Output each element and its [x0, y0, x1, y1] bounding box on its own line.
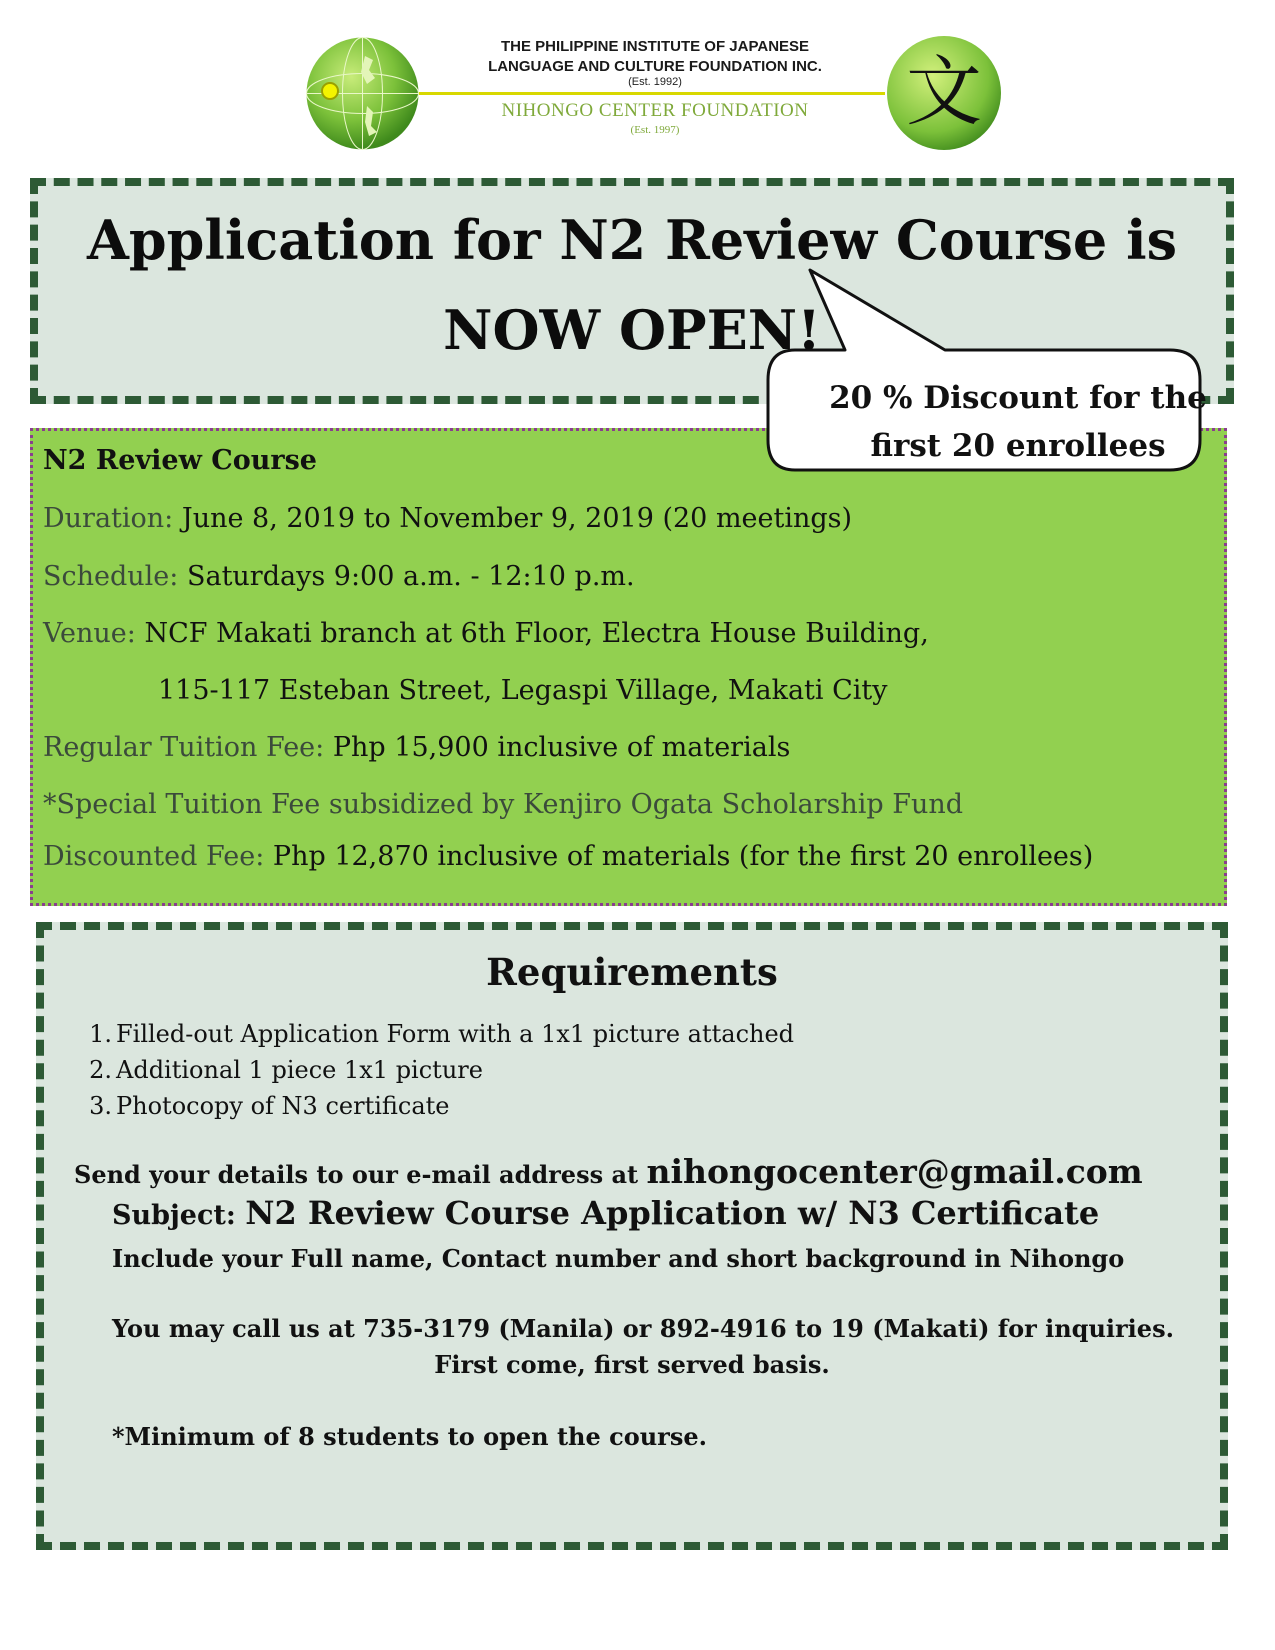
title-line-2: NOW OPEN!: [443, 298, 821, 362]
schedule-value: Saturdays 9:00 a.m. - 12:10 p.m.: [186, 561, 635, 592]
send-prefix: Send your details to our e-mail address at: [74, 1160, 639, 1189]
regular-fee-value: Php 15,900 inclusive of materials: [332, 732, 791, 763]
requirement-text: Filled-out Application Form with a 1x1 picture attached: [116, 1020, 795, 1048]
duration-value: June 8, 2019 to November 9, 2019 (20 meetings): [181, 503, 853, 534]
requirement-number: 2.: [89, 1056, 112, 1084]
requirement-item: [84, 1088, 794, 1124]
requirement-item: [84, 1052, 794, 1088]
venue-row: [43, 618, 929, 649]
duration-row: [43, 503, 852, 534]
discounted-fee-row: [43, 841, 1093, 872]
org-name-line-2: LANGUAGE AND CULTURE FOUNDATION INC.: [488, 58, 822, 75]
requirements-list: [84, 1016, 794, 1124]
venue-line-2: 115-117 Esteban Street, Legaspi Village, Makati City: [158, 675, 888, 706]
header: [0, 0, 1275, 160]
discounted-fee-label: Discounted Fee:: [43, 841, 265, 872]
requirement-item: [84, 1016, 794, 1052]
established-1992: (Est. 1992): [628, 76, 682, 88]
minimum-students-note: *Minimum of 8 students to open the course.: [112, 1422, 707, 1451]
call-inquiries-line: You may call us at 735-3179 (Manila) or 892-4916 to 19 (Makati) for inquiries.: [112, 1314, 1174, 1343]
logo-kanji: 文: [906, 47, 982, 136]
title-line-1: Application for N2 Review Course is: [86, 208, 1178, 272]
regular-fee-row: [43, 732, 790, 763]
email-address[interactable]: nihongocenter@gmail.com: [646, 1152, 1143, 1191]
first-come-line: First come, first served basis.: [434, 1350, 830, 1379]
subject-label: Subject:: [112, 1200, 236, 1231]
requirements-title: Requirements: [486, 950, 778, 994]
course-heading: N2 Review Course: [43, 445, 317, 476]
globe-icon: [305, 36, 420, 151]
org-name-line-1: THE PHILIPPINE INSTITUTE OF JAPANESE: [500, 38, 810, 55]
bubble-line-2: first 20 enrollees: [870, 428, 1166, 464]
discounted-fee-value: Php 12,870 inclusive of materials (for the first 20 enrollees): [272, 841, 1094, 872]
requirement-number: 1.: [89, 1020, 112, 1048]
schedule-label: Schedule:: [43, 561, 179, 592]
nihongo-center-name: NIHONGO CENTER FOUNDATION: [501, 100, 809, 121]
established-1997: (Est. 1997): [630, 124, 680, 136]
subject-line: [112, 1194, 1099, 1232]
venue-label: Venue:: [43, 618, 136, 649]
schedule-row: [43, 561, 635, 592]
bubble-line-1: 20 % Discount for the: [829, 380, 1207, 416]
subject-value: N2 Review Course Application w/ N3 Certificate: [245, 1194, 1100, 1232]
send-details-line: [74, 1152, 1143, 1191]
regular-fee-label: Regular Tuition Fee:: [43, 732, 325, 763]
requirement-text: Additional 1 piece 1x1 picture: [116, 1056, 483, 1084]
include-details-line: Include your Full name, Contact number and short background in Nihongo: [112, 1244, 1125, 1273]
venue-line-1: NCF Makati branch at 6th Floor, Electra House Building,: [144, 618, 929, 649]
kanji-badge-icon: [885, 34, 1003, 152]
requirement-text: Photocopy of N3 certificate: [116, 1092, 450, 1120]
special-fee-note: *Special Tuition Fee subsidized by Kenjiro Ogata Scholarship Fund: [43, 789, 964, 820]
requirement-number: 3.: [89, 1092, 112, 1120]
duration-label: Duration:: [43, 503, 174, 534]
requirements-panel: [36, 922, 1228, 1550]
